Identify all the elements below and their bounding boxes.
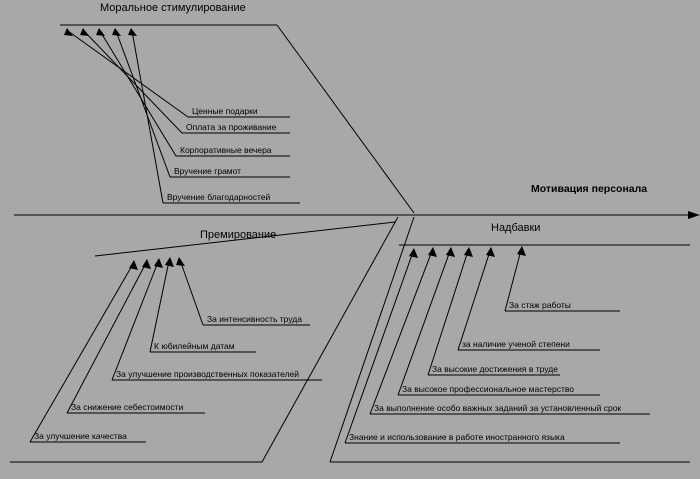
item-allowance-1: За стаж работы — [509, 300, 571, 310]
item-premium-1: За интенсивность труда — [207, 314, 302, 324]
bone-moral-1 — [68, 31, 188, 117]
item-moral-3: Корпоративные вечера — [180, 145, 272, 155]
item-moral-2: Оплата за проживание — [186, 122, 277, 132]
item-moral-4: Вручение грамот — [174, 166, 242, 176]
item-allowance-2: за наличие ученой степени — [462, 339, 570, 349]
bone-moral-4 — [116, 31, 170, 177]
item-premium-3: За улучшение производственных показателей — [116, 369, 300, 379]
branch-label-allowance: Надбавки — [491, 222, 541, 234]
diagram-title: Мотивация персонала — [531, 183, 648, 195]
spine-arrowhead — [688, 211, 700, 219]
bone-moral-3 — [100, 31, 176, 156]
item-moral-1: Ценные подарки — [192, 106, 258, 116]
bone-allowance-3 — [428, 251, 468, 375]
item-premium-2: К юбилейным датам — [154, 341, 235, 351]
item-moral-5: Вручение благодарностей — [167, 192, 271, 202]
item-allowance-4: За высокое профессиональное мастерство — [402, 384, 574, 394]
branch-label-premium: Премирование — [200, 229, 277, 241]
bone-premium-1 — [180, 260, 203, 325]
item-premium-5: За улучшение качества — [34, 431, 127, 441]
item-allowance-6: Знание и использование в работе иностранного языка — [349, 432, 565, 442]
bone-premium-3 — [112, 262, 158, 380]
bone-premium-4 — [67, 263, 146, 413]
bone-moral-5 — [132, 31, 163, 203]
branch-premium-line — [262, 217, 398, 462]
branch-allowance-line — [330, 217, 414, 462]
bone-moral-2 — [84, 31, 182, 133]
item-allowance-3: За высокие достижения в труде — [432, 364, 558, 374]
bone-premium-5 — [30, 264, 133, 442]
item-allowance-5: За выполнение особо важных заданий за установленный срок — [374, 403, 622, 413]
branch-label-moral: Моральное стимулирование — [100, 2, 246, 14]
branch-moral-line — [277, 25, 414, 213]
item-premium-4: За снижение себестоимости — [71, 402, 184, 412]
